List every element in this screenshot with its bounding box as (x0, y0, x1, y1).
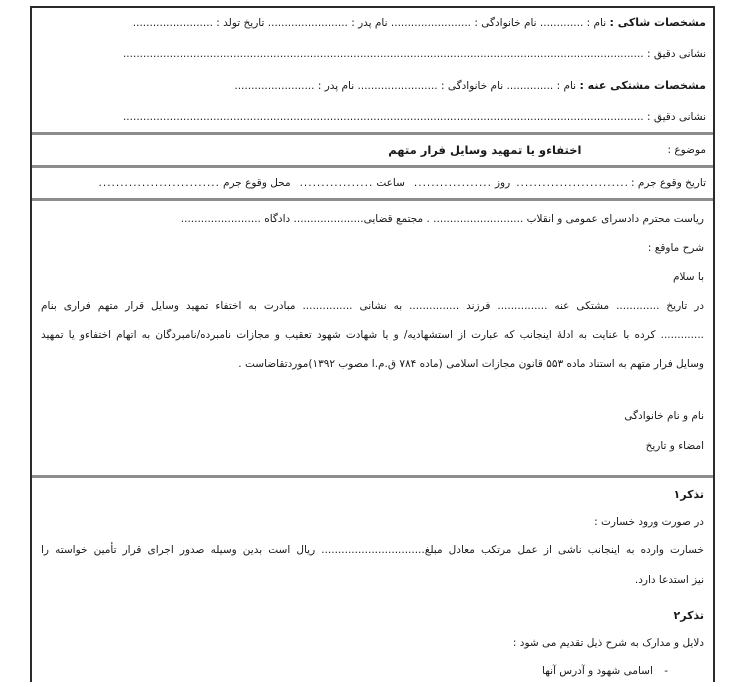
note-one-body-line-1: خسارت وارده به اینجانب ناشی از عمل مرتکب معادل مبلغ............................... ریال است بدین وسیله صدور اجرای قرار تأمین خواسته را (41, 544, 704, 556)
note-one-section (32, 478, 713, 595)
subject-section (32, 135, 713, 165)
crime-place-value[interactable]: ............................ (98, 177, 220, 189)
note-two-title: تذکر۲ (673, 609, 704, 622)
subject-value: اختفاءو یا تمهید وسایل فرار متهم (388, 143, 582, 157)
complainant-section-label: مشخصات شاکی : (609, 16, 706, 29)
accused-address-label: نشانی دقیق : (647, 111, 706, 123)
accused-father-value[interactable]: ........................ (234, 80, 315, 92)
statement-paragraph-line-1: در تاریخ ............. مشتکی عنه ............... فرزند ............... به نشانی ............... مبادرت به اختفاء تمهید وسایل قرار متهم فراری بنام (41, 300, 704, 312)
note-two-item-text: اسامی شهود و آدرس آنها (542, 665, 653, 677)
complainant-father-value[interactable]: ........................ (267, 17, 348, 29)
complainant-birth-label: تاریخ تولد : (216, 17, 265, 29)
accused-lastname-label: نام خانوادگی : (440, 80, 504, 92)
note-one-subtitle: در صورت ورود خسارت : (594, 516, 704, 528)
statement-spacer (41, 379, 704, 401)
complainant-birth-value[interactable]: ........................ (132, 17, 213, 29)
complainant-address-value[interactable]: ............................................................................................................................................................ (122, 48, 644, 60)
document-page (30, 6, 715, 682)
statement-section (32, 201, 713, 475)
accused-row (39, 70, 706, 102)
crime-date-value[interactable]: .......................... (516, 177, 629, 189)
parties-section (32, 8, 713, 132)
complainant-address-row (39, 38, 706, 70)
note-one-title: تذکر۱ (673, 488, 704, 501)
complainant-father-label: نام پدر : (351, 17, 388, 29)
signature-name-label: نام و نام خانوادگی (624, 410, 704, 422)
crime-details-section (32, 168, 713, 198)
statement-heading: شرح ماوقع : (647, 242, 704, 254)
accused-father-label: نام پدر : (317, 80, 355, 92)
accused-address-row (39, 102, 706, 132)
subject-label: موضوع : (667, 144, 706, 156)
note-two-item (41, 657, 704, 682)
crime-date-label: تاریخ وقوع جرم : (630, 177, 706, 189)
accused-address-value[interactable]: ............................................................................................................................................................ (122, 111, 644, 123)
accused-name-value[interactable]: .............. (506, 80, 554, 92)
signature-sign-label: امضاء و تاریخ (645, 440, 704, 452)
accused-lastname-value[interactable]: ........................ (357, 80, 438, 92)
statement-paragraph-line-2: ............. کرده با عنایت به ادلهٔ اینجانب که عبارت از استشهادیه/ و یا شهادت شهود تعقیب و مجازات نامبرده/نامبردگان به اتهام اختفاءو یا تمهید (41, 329, 704, 341)
crime-place-label: محل وقوع جرم (222, 177, 291, 189)
complainant-lastname-value[interactable]: ........................ (390, 17, 472, 29)
bullet-dash-icon: - (664, 665, 668, 677)
accused-name-label: نام : (556, 80, 577, 92)
crime-time-value[interactable]: ................. (299, 177, 374, 189)
note-two-section (32, 595, 713, 682)
complainant-name-value[interactable]: ............. (539, 17, 584, 29)
crime-day-label: روز (494, 177, 511, 189)
statement-greeting: با سلام (672, 271, 704, 283)
statement-paragraph-line-3: وسایل فرار متهم به استناد ماده ۵۵۳ قانون مجازات اسلامی (ماده ۷۸۴ ق.م.ا مصوب ۱۳۹۲)موردتقاضاست . (238, 358, 704, 370)
complainant-address-label: نشانی دقیق : (647, 48, 706, 60)
crime-day-value[interactable]: .................. (413, 177, 492, 189)
signature-spacer (41, 461, 704, 475)
court-address-line: ریاست محترم دادسرای عمومی و انقلاب ........................... . مجتمع قضایی..................... دادگاه ........................ (180, 213, 704, 225)
complainant-name-label: نام : (586, 17, 607, 29)
note-two-subtitle: دلایل و مدارک به شرح ذیل تقدیم می شود : (512, 637, 704, 649)
crime-time-label: ساعت (376, 177, 405, 189)
accused-section-label: مشخصات مشتکی عنه : (579, 79, 706, 92)
note-one-body-line-2: نیز استدعا دارد. (634, 574, 704, 586)
complainant-lastname-label: نام خانوادگی : (474, 17, 537, 29)
complainant-row (39, 8, 706, 38)
